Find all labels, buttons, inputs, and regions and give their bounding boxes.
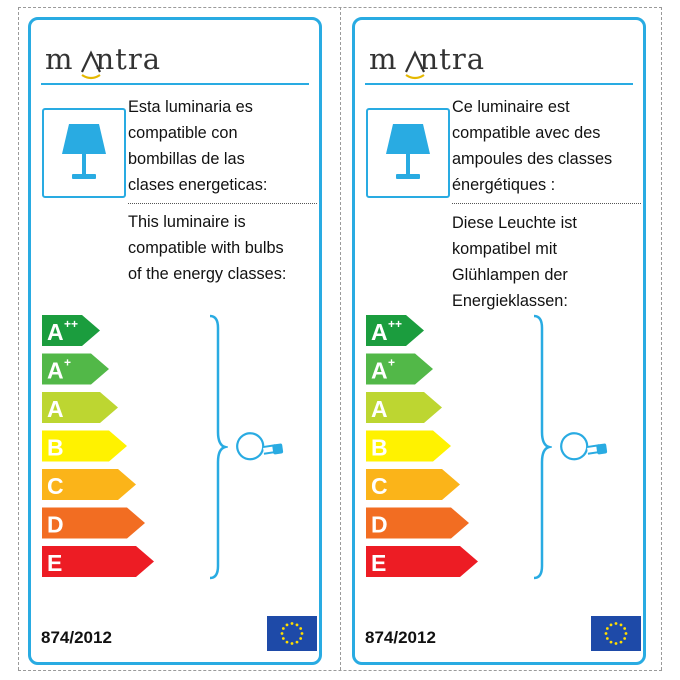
svg-text:+: + bbox=[64, 355, 72, 370]
svg-text:A: A bbox=[371, 396, 388, 422]
text-english: This luminaire is compatible with bulbs of the energy classes: bbox=[128, 213, 287, 283]
regulation-number: 874/2012 bbox=[365, 628, 436, 647]
logo-mark-icon bbox=[79, 50, 103, 80]
brand-rule bbox=[41, 83, 309, 85]
energy-class-a-plus bbox=[366, 354, 433, 385]
cut-line-right bbox=[661, 7, 662, 670]
energy-class-c bbox=[366, 469, 460, 500]
cut-line-left bbox=[18, 7, 19, 670]
mantra-logo: m ntra bbox=[369, 42, 519, 78]
eu-flag-icon bbox=[267, 616, 317, 651]
energy-class-b bbox=[42, 431, 127, 462]
svg-text:D: D bbox=[371, 511, 388, 538]
energy-class-b bbox=[366, 431, 451, 462]
logo-mark-icon bbox=[403, 50, 427, 80]
svg-text:A: A bbox=[47, 357, 64, 384]
svg-text:++: ++ bbox=[64, 317, 79, 331]
light-bulb-icon bbox=[234, 422, 288, 470]
energy-class-c bbox=[42, 469, 136, 500]
svg-text:A: A bbox=[371, 319, 388, 345]
curly-brace bbox=[208, 314, 228, 580]
svg-text:B: B bbox=[371, 434, 388, 461]
dotted-divider bbox=[128, 203, 317, 204]
energy-class-e bbox=[366, 546, 478, 577]
light-bulb-icon bbox=[558, 422, 612, 470]
energy-class-a-plusplus bbox=[42, 315, 100, 346]
table-lamp-icon bbox=[368, 110, 448, 196]
dotted-divider bbox=[452, 203, 641, 204]
energy-label-french-german bbox=[352, 17, 646, 665]
energy-class-a-plusplus bbox=[366, 315, 424, 346]
energy-class-scale bbox=[366, 315, 486, 585]
svg-text:++: ++ bbox=[388, 317, 403, 331]
energy-class-d bbox=[366, 508, 469, 539]
lamp-icon-box bbox=[42, 108, 126, 198]
brand-rule bbox=[365, 83, 633, 85]
cut-line-middle bbox=[340, 7, 341, 670]
text-spanish: Esta luminaria es compatible con bombillas de las clases energeticas: bbox=[128, 98, 268, 194]
energy-class-d bbox=[42, 508, 145, 539]
mantra-logo: m ntra bbox=[45, 42, 195, 78]
svg-text:D: D bbox=[47, 511, 64, 538]
svg-text:A: A bbox=[47, 319, 64, 345]
svg-text:A: A bbox=[47, 396, 64, 422]
svg-text:B: B bbox=[47, 434, 64, 461]
energy-class-scale bbox=[42, 315, 162, 585]
energy-class-a bbox=[42, 392, 118, 423]
svg-text:E: E bbox=[371, 550, 387, 576]
svg-text:A: A bbox=[371, 357, 388, 384]
energy-class-e bbox=[42, 546, 154, 577]
cut-line-bottom bbox=[18, 670, 662, 671]
text-french: Ce luminaire est compatible avec des ampoules des classes énergétiques : bbox=[452, 98, 613, 194]
text-german: Diese Leuchte ist kompatibel mit Glühlampen der Energieklassen: bbox=[452, 214, 577, 310]
svg-text:E: E bbox=[47, 550, 63, 576]
table-lamp-icon bbox=[44, 110, 124, 196]
curly-brace bbox=[532, 314, 552, 580]
lamp-icon-box bbox=[366, 108, 450, 198]
eu-flag-icon bbox=[591, 616, 641, 651]
regulation-number: 874/2012 bbox=[41, 628, 112, 647]
svg-text:+: + bbox=[388, 355, 396, 370]
svg-text:C: C bbox=[47, 473, 64, 499]
svg-text:C: C bbox=[371, 473, 388, 499]
energy-class-a bbox=[366, 392, 442, 423]
energy-class-a-plus bbox=[42, 354, 109, 385]
energy-label-spanish-english bbox=[28, 17, 322, 665]
